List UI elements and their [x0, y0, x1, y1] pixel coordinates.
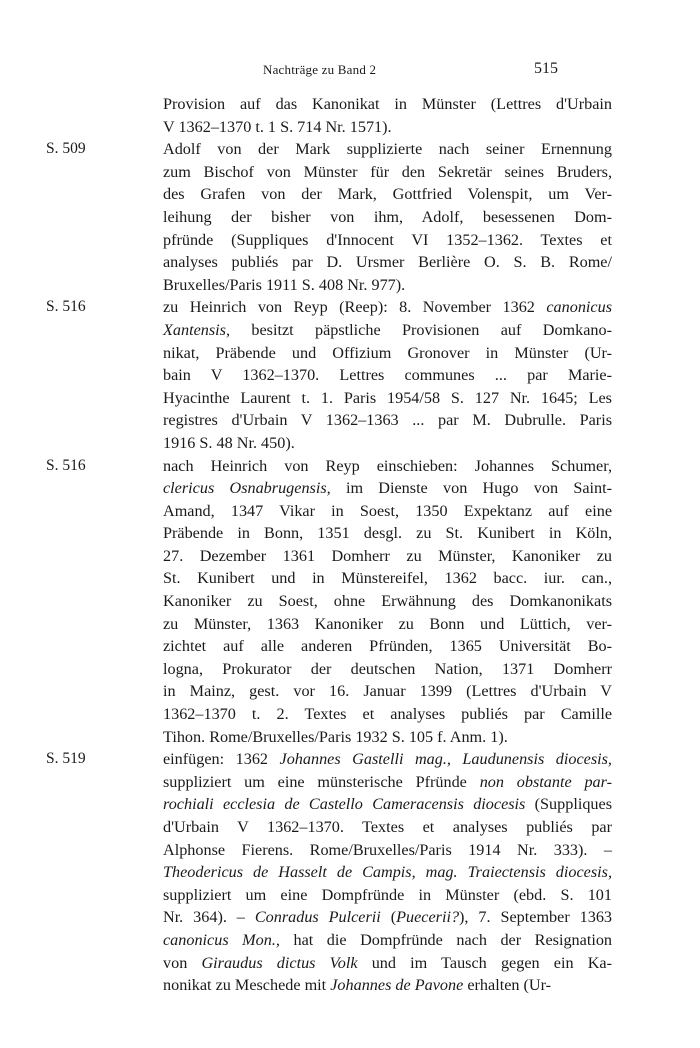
text-line [163, 387, 612, 410]
text-segment: ), 7. September 1363 [459, 908, 613, 927]
text-line [163, 432, 612, 455]
text-line [163, 229, 612, 252]
italic-text: Conradus Pulcerii [254, 908, 381, 927]
italic-text: Johannes Gastelli mag., Laudunensis diocesis, [279, 750, 612, 769]
text-segment: registres d'Urbain V 1362–1363 ... par M. Dubrulle. Paris [163, 411, 612, 430]
text-segment: in Mainz, gest. vor 16. Januar 1399 (Lettres d'Urbain V [163, 682, 612, 701]
text-line [163, 816, 612, 839]
page-reference-marker: S. 509 [46, 140, 86, 158]
text-segment: St. Kunibert und in Münstereifel, 1362 bacc. iur. can., [163, 569, 612, 588]
text-segment: Nr. 364). – [163, 908, 255, 927]
text-line [163, 500, 612, 523]
text-line [163, 477, 612, 500]
italic-text: non obstante par- [479, 772, 612, 791]
italic-text: canonicus Mon., [163, 930, 280, 949]
text-line [163, 296, 612, 319]
running-title: Nachträge zu Band 2 [263, 62, 377, 77]
page-number: 515 [534, 60, 558, 77]
text-line [163, 839, 612, 862]
italic-text: Xantensis, [163, 320, 230, 339]
text-segment: suppliziert um eine münsterische Pfründe [163, 772, 480, 791]
text-line [163, 274, 612, 297]
entry-text [163, 748, 612, 997]
text-segment: 1916 S. 48 Nr. 450). [163, 433, 295, 452]
text-segment: Bruxelles/Paris 1911 S. 408 Nr. 977). [163, 275, 406, 294]
text-segment: nonikat zu Meschede mit [163, 976, 331, 995]
text-line [163, 703, 612, 726]
text-line [163, 748, 612, 771]
text-segment: zum Bischof von Münster für den Sekretär seines Bruders, [163, 162, 612, 181]
text-line [163, 206, 612, 229]
text-segment: Hyacinthe Laurent t. 1. Paris 1954/58 S. 127 Nr. 1645; Les [163, 388, 612, 407]
text-line [163, 906, 612, 929]
text-segment: des Grafen von der Mark, Gottfried Volenspit, um Ver- [163, 185, 612, 204]
text-segment: hat die Dompfründe nach der Resignation [279, 930, 613, 949]
text-segment: logna, Prokurator der deutschen Nation, 1371 Domherr [163, 659, 612, 678]
italic-text: Puecerii? [396, 908, 460, 927]
italic-text: clericus Osnabrugensis, [163, 479, 331, 498]
text-segment: 27. Dezember 1361 Domherr zu Münster, Kanoniker zu [163, 546, 612, 565]
text-line [163, 613, 612, 636]
text-line [163, 522, 612, 545]
text-line [163, 567, 612, 590]
text-segment: Alphonse Fierens. Rome/Bruxelles/Paris 1914 Nr. 333). – [163, 840, 612, 859]
page-reference-marker: S. 516 [46, 456, 86, 474]
text-line [163, 929, 612, 952]
text-line [163, 161, 612, 184]
text-segment: analyses publiés par D. Ursmer Berlière O. S. B. Rome/ [163, 253, 612, 272]
entry [46, 748, 656, 997]
text-line [163, 342, 612, 365]
text-segment: Amand, 1347 Vikar in Soest, 1350 Expektanz auf eine [163, 501, 612, 520]
text-segment: Adolf von der Mark supplizierte nach seiner Ernennung [163, 140, 612, 159]
text-line [163, 183, 612, 206]
text-line [163, 658, 612, 681]
text-segment: d'Urbain V 1362–1370. Textes et analyses publiés par [163, 818, 612, 836]
text-line [163, 319, 612, 342]
text-line [163, 861, 612, 884]
text-segment: bain V 1362–1370. Lettres communes ... par Marie- [163, 366, 612, 385]
text-segment: von [163, 953, 202, 972]
text-line [163, 455, 612, 478]
text-segment: (Suppliques [525, 795, 612, 814]
text-segment: nikat, Präbende und Offizium Gronover in Münster (Ur- [163, 343, 612, 362]
text-segment: zu Heinrich von Reyp (Reep): 8. November 1362 [163, 298, 547, 317]
text-segment: besitzt päpstliche Provisionen auf Domkano- [230, 320, 612, 339]
entries-list [46, 93, 656, 997]
entry-text [163, 138, 612, 296]
text-segment: nach Heinrich von Reyp einschieben: Johannes Schumer, [163, 456, 612, 475]
text-segment: Kanoniker zu Soest, ohne Erwähnung des Domkanonikats [163, 592, 612, 611]
text-segment: zu Münster, 1363 Kanoniker zu Bonn und Lüttich, ver- [163, 614, 612, 633]
italic-text: Giraudus dictus Volk [201, 953, 358, 972]
text-segment: ( [380, 908, 397, 927]
text-segment: erhalten (Ur- [463, 976, 552, 995]
page-reference-marker: S. 516 [46, 298, 86, 316]
text-segment: zichtet auf alle anderen Pfründen, 1365 Universität Bo- [163, 637, 612, 656]
text-line [163, 974, 612, 997]
entry [46, 93, 656, 138]
text-segment: Tihon. Rome/Bruxelles/Paris 1932 S. 105 f. Anm. 1). [163, 727, 508, 746]
text-line [163, 116, 612, 139]
text-line [163, 680, 612, 703]
text-line [163, 726, 612, 749]
italic-text: Johannes de Pavone [330, 976, 464, 995]
text-segment: und im Tausch gegen ein Ka- [357, 953, 612, 972]
entry-text [163, 296, 612, 454]
entry [46, 138, 656, 296]
text-segment: 1362–1370 t. 2. Textes et analyses publiés par Camille [163, 705, 612, 724]
text-line [163, 93, 612, 116]
text-line [163, 251, 612, 274]
page-reference-marker: S. 519 [46, 750, 86, 768]
text-line [163, 793, 612, 816]
text-line [163, 590, 612, 613]
text-line [163, 138, 612, 161]
text-segment: V 1362–1370 t. 1 S. 714 Nr. 1571). [163, 117, 392, 136]
entry-text [163, 93, 612, 138]
text-segment: leihung der bisher von ihm, Adolf, besessenen Dom- [163, 207, 612, 226]
text-segment: im Dienste von Hugo von Saint- [330, 479, 612, 498]
entry [46, 296, 656, 454]
text-line [163, 635, 612, 658]
entry [46, 455, 656, 749]
italic-text: canonicus [546, 298, 612, 317]
text-line [163, 545, 612, 568]
text-line [163, 364, 612, 387]
italic-text: Theodericus de Hasselt de Campis, mag. Traiectensis diocesis, [163, 863, 612, 882]
entry-text [163, 455, 612, 749]
text-line [163, 952, 612, 975]
text-segment: Präbende in Bonn, 1351 desgl. zu St. Kunibert in Köln, [163, 524, 612, 543]
text-segment: suppliziert um eine Dompfründe in Münster (ebd. S. 101 [163, 885, 612, 904]
text-line [163, 771, 612, 794]
text-segment: einfügen: 1362 [163, 750, 280, 769]
text-line [163, 409, 612, 432]
italic-text: rochiali ecclesia de Castello Cameracensis diocesis [163, 795, 526, 814]
text-segment: pfründe (Suppliques d'Innocent VI 1352–1362. Textes et [163, 230, 612, 249]
text-segment: Provision auf das Kanonikat in Münster (Lettres d'Urbain [163, 95, 612, 113]
text-line [163, 884, 612, 907]
